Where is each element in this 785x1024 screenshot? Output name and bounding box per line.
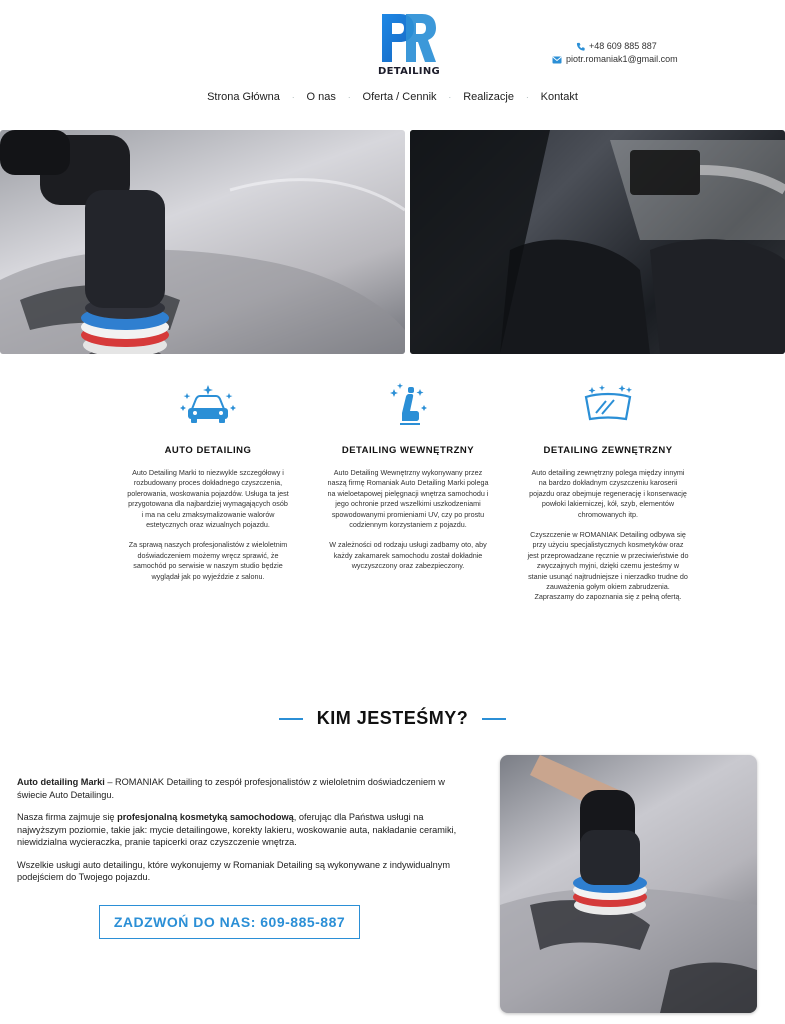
about-paragraph-1 <box>17 776 467 801</box>
nav-separator: · <box>525 93 529 102</box>
nav-item-gallery[interactable]: Realizacje <box>463 91 514 103</box>
envelope-icon <box>552 56 562 64</box>
nav-separator: · <box>291 93 295 102</box>
car-sparkle-icon <box>180 383 236 427</box>
nav-item-about[interactable]: O nas <box>306 91 336 103</box>
about-heading <box>0 708 785 729</box>
pr-logo-mark <box>378 10 440 66</box>
email-row[interactable] <box>552 53 678 66</box>
windshield-sparkle-icon <box>580 383 636 427</box>
about-paragraph-3: Wszelkie usługi auto detailingu, które wykonujemy w Romaniak Detailing są wykonywane z indywidualnym podejściem do Twojego pojazdu. <box>17 859 451 882</box>
phone-icon <box>576 42 585 51</box>
service-description: W zależności od rodzaju usługi zadbamy oto, aby każdy zakamarek samochodu został dokładnie wyczyszczony oraz zabezpieczony. <box>329 540 487 571</box>
logo-text: DETAILING <box>378 66 441 77</box>
email-address[interactable]: piotr.romaniak1@gmail.com <box>566 54 678 64</box>
service-interior-detailing <box>313 383 503 572</box>
section-title: KIM JESTEŚMY? <box>316 708 469 728</box>
phone-number[interactable]: +48 609 885 887 <box>589 41 657 51</box>
nav-item-offer[interactable]: Oferta / Cennik <box>362 91 437 103</box>
contact-info <box>552 40 678 66</box>
service-exterior-detailing <box>513 383 703 603</box>
about-text <box>17 776 467 884</box>
service-title: DETAILING ZEWNĘTRZNY <box>543 445 673 456</box>
service-description: Czyszczenie w ROMANIAK Detailing odbywa się przy użyciu specjalistycznych kosmetyków oraz jest przeprowadzane ręcznie w przeciwieństwie do zwyczajnych myjni, dzięki czemu jesteśmy w stanie usunąć najtrudniejsze i nierzadko trudne do zauważenia gołym okiem zabrudzenia. Zapraszamy do zapoznania się z pełną ofertą. <box>527 530 689 602</box>
service-description: Auto Detailing Wewnętrzny wykonywany przez naszą firmę Romaniak Auto Detailing Marki polega na wieloetapowej pielęgnacji wnętrza samochodu i jego ochronie przed wszelkimi uszkodzeniami spowodowanymi promieniami UV, czy po prostu codziennym korzystaniem z pojazdu. <box>327 468 489 530</box>
nav-item-home[interactable]: Strona Główna <box>207 91 280 103</box>
service-description: Auto Detailing Marki to niezwykle szczegółowy i rozbudowany proces dokładnego czyszczenia, polerowania, woskowania pojazdów. Usługa ta jest przygotowana dla najbardziej wymagających osób i ma na celu zmaksymalizowanie walorów estetycznych oraz wizualnych pojazdu. <box>127 468 289 530</box>
nav-separator: · <box>347 93 351 102</box>
hero-image-polishing <box>0 130 405 354</box>
service-title: DETAILING WEWNĘTRZNY <box>341 445 475 456</box>
about-bold-lead: Auto detailing Marki <box>17 777 105 787</box>
about-bold-service: profesjonalną kosmetyką samochodową <box>117 812 294 822</box>
phone-row[interactable] <box>552 40 678 53</box>
about-text-1: – ROMANIAK Detailing to zespół profesjonalistów z wieloletnim doświadczeniem w świecie Auto Detailingu. <box>17 777 445 800</box>
call-us-button[interactable]: ZADZWOŃ DO NAS: 609-885-887 <box>99 905 360 939</box>
brand-logo[interactable] <box>378 10 440 78</box>
service-description: Za sprawą naszych profesjonalistów z wieloletnim doświadczeniem możemy wręcz sprawić, że samochód po serwisie w naszym studio będzie wyglądał jak po wyjeździe z salonu. <box>128 540 288 581</box>
service-description: Auto detailing zewnętrzny polega między innymi na bardzo dokładnym czyszczeniu karoserii pojazdu oraz obejmuje regenerację i konserwację powłoki lakierniczej, kół, szyb, elementów chromowanych itp. <box>529 468 687 519</box>
hero-image-interior <box>410 130 785 354</box>
about-paragraph-2 <box>17 811 467 849</box>
nav-item-contact[interactable]: Kontakt <box>540 91 578 103</box>
about-text-2a: Nasza firma zajmuje się <box>17 812 118 822</box>
main-nav <box>0 91 785 105</box>
service-auto-detailing <box>113 383 303 582</box>
nav-separator: · <box>448 93 452 102</box>
heading-line-left <box>279 718 303 720</box>
service-title: AUTO DETAILING <box>164 445 252 456</box>
heading-line-right <box>482 718 506 720</box>
car-seat-sparkle-icon <box>380 383 436 427</box>
about-text-2b: , oferując dla Państwa usługi na najwyższym poziomie, takie jak: mycie detailingowe, korekty lakieru, woskowanie auta, nakładanie ceramiki, niewidzialna wycieraczka, pranie tapicerki oraz czyszczenie wnętrza. <box>17 812 457 847</box>
about-image-polishing <box>500 755 757 1013</box>
